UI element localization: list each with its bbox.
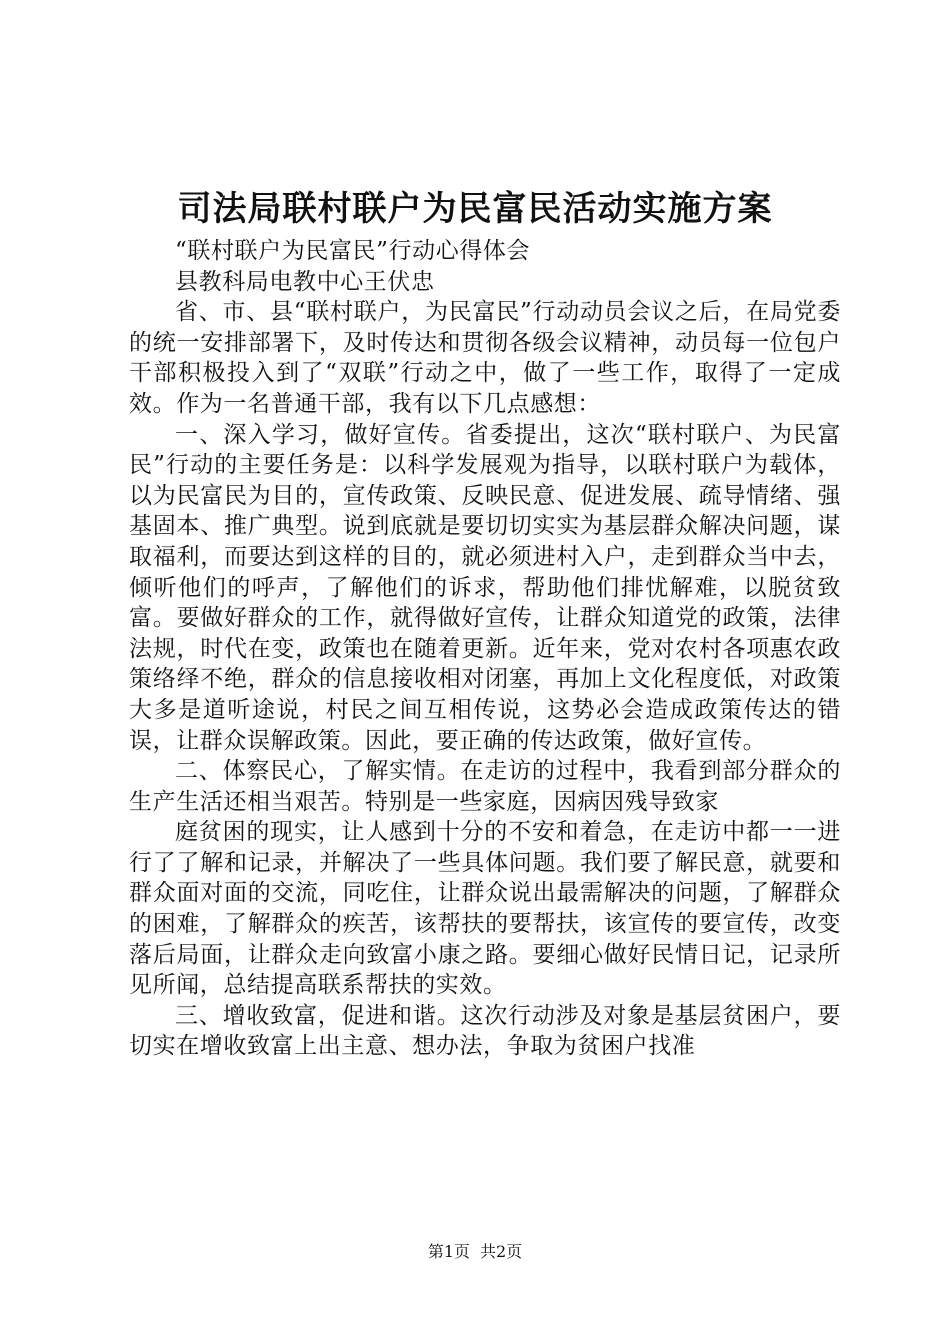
document-body bbox=[129, 236, 841, 1062]
paragraph-section-3: 三、增收致富，促进和谐。这次行动涉及对象是基层贫困户，要切实在增收致富上出主意、想办法，争取为贫困户找准 bbox=[129, 1002, 841, 1060]
paragraph-section-2: 二、体察民心，了解实情。在走访的过程中，我看到部分群众的生产生活还相当艰苦。特别是一些家庭，因病因残导致家 bbox=[129, 758, 841, 815]
paragraph-intro: 省、市、县“联村联户，为民富民”行动动员会议之后，在局党委的统一安排部署下，及时传达和贯彻各级会议精神，动员每一位包户干部积极投入到了“双联”行动之中，做了一些工作，取得了一定成效。作为一名普通干部，我有以下几点感想： bbox=[129, 299, 841, 417]
page-number-current: 第1页 bbox=[427, 1242, 470, 1261]
paragraph-author: 县教科局电教中心王伏忠 bbox=[175, 268, 435, 295]
document-title: 司法局联村联户为民富民活动实施方案 bbox=[177, 189, 773, 229]
page-footer bbox=[0, 1240, 950, 1264]
paragraph-section-2-continued: 庭贫困的现实，让人感到十分的不安和着急，在走访中都一一进行了了解和记录，并解决了一些具体问题。我们要了解民意，就要和群众面对面的交流，同吃住，让群众说出最需解决的问题，了解群众的困难，了解群众的疾苦，该帮扶的要帮扶，该宣传的要宣传，改变落后局面，让群众走向致富小康之路。要细心做好民情日记，记录所见所闻，总结提高联系帮扶的实效。 bbox=[129, 819, 841, 999]
paragraph-section-1: 一、深入学习，做好宣传。省委提出，这次“联村联户、为民富民”行动的主要任务是：以科学发展观为指导，以联村联户为载体，以为民富民为目的，宣传政策、反映民意、促进发展、疏导情绪、强基固本、推广典型。说到底就是要切切实实为基层群众解决问题，谋取福利，而要达到这样的目的，就必须进村入户，走到群众当中去，倾听他们的呼声，了解他们的诉求，帮助他们排忧解难，以脱贫致富。要做好群众的工作，就得做好宣传，让群众知道党的政策，法律法规，时代在变，政策也在随着更新。近年来，党对农村各项惠农政策络绎不绝，群众的信息接收相对闭塞，再加上文化程度低，对政策大多是道听途说，村民之间互相传说，这势必会造成政策传达的错误，让群众误解政策。因此，要正确的传达政策，做好宣传。 bbox=[129, 421, 841, 754]
page-number-total: 共2页 bbox=[480, 1242, 523, 1261]
paragraph-subtitle: “联村联户为民富民”行动心得体会 bbox=[175, 238, 531, 264]
